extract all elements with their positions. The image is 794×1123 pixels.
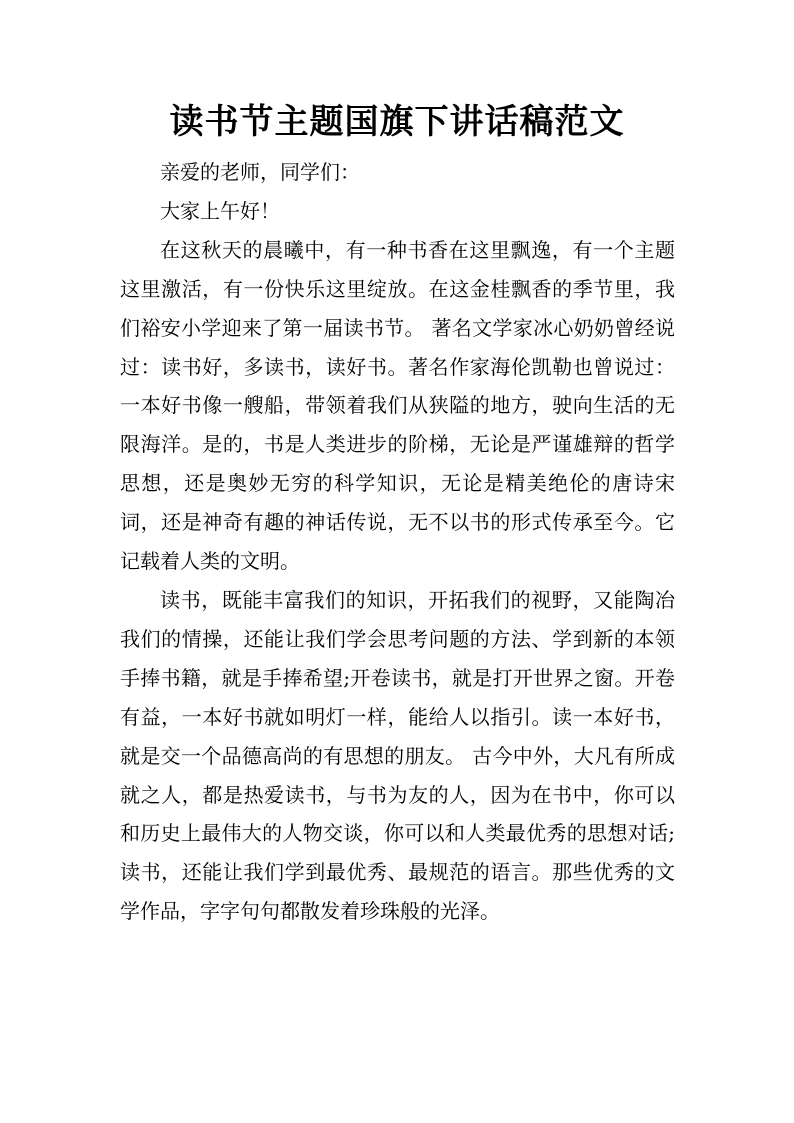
body-paragraph: 读书，既能丰富我们的知识，开拓我们的视野，又能陶冶我们的情操，还能让我们学会思考问题的方法、学到新的本领手捧书籍，就是手捧希望;开卷读书，就是打开世界之窗。开卷有益，一本好书就如明灯一样，能给人以指引。读一本好书，就是交一个品德高尚的有思想的朋友。 古今中外，大凡有所成就之人，都是热爱读书，与书为友的人，因为在书中，你可以和历史上最伟大的人物交谈，你可以和人类最优秀的思想对话;读书，还能让我们学到最优秀、最规范的语言。那些优秀的文学作品，字字句句都散发着珍珠般的光泽。 — [120, 587, 675, 924]
document-body — [120, 153, 675, 931]
greeting: 大家上午好！ — [160, 198, 280, 223]
salutation: 亲爱的老师，同学们： — [160, 160, 360, 184]
body-paragraph: 在这秋天的晨曦中，有一种书香在这里飘逸，有一个主题这里激活，有一份快乐这里绽放。在这金桂飘香的季节里，我们裕安小学迎来了第一届读书节。 著名文学家冰心奶奶曾经说过：读书好，多读书，读好书。著名作家海伦凯勒也曾说过：一本好书像一艘船，带领着我们从狭隘的地方，驶向生活的无限海洋。是的，书是人类进步的阶梯，无论是严谨雄辩的哲学思想，还是奥妙无穷的科学知识，无论是精美绝伦的唐诗宋词，还是神奇有趣的神话传说，无不以书的形式传承至今。它记载着人类的文明。 — [120, 237, 675, 574]
document-title: 读书节主题国旗下讲话稿范文 — [169, 102, 625, 142]
